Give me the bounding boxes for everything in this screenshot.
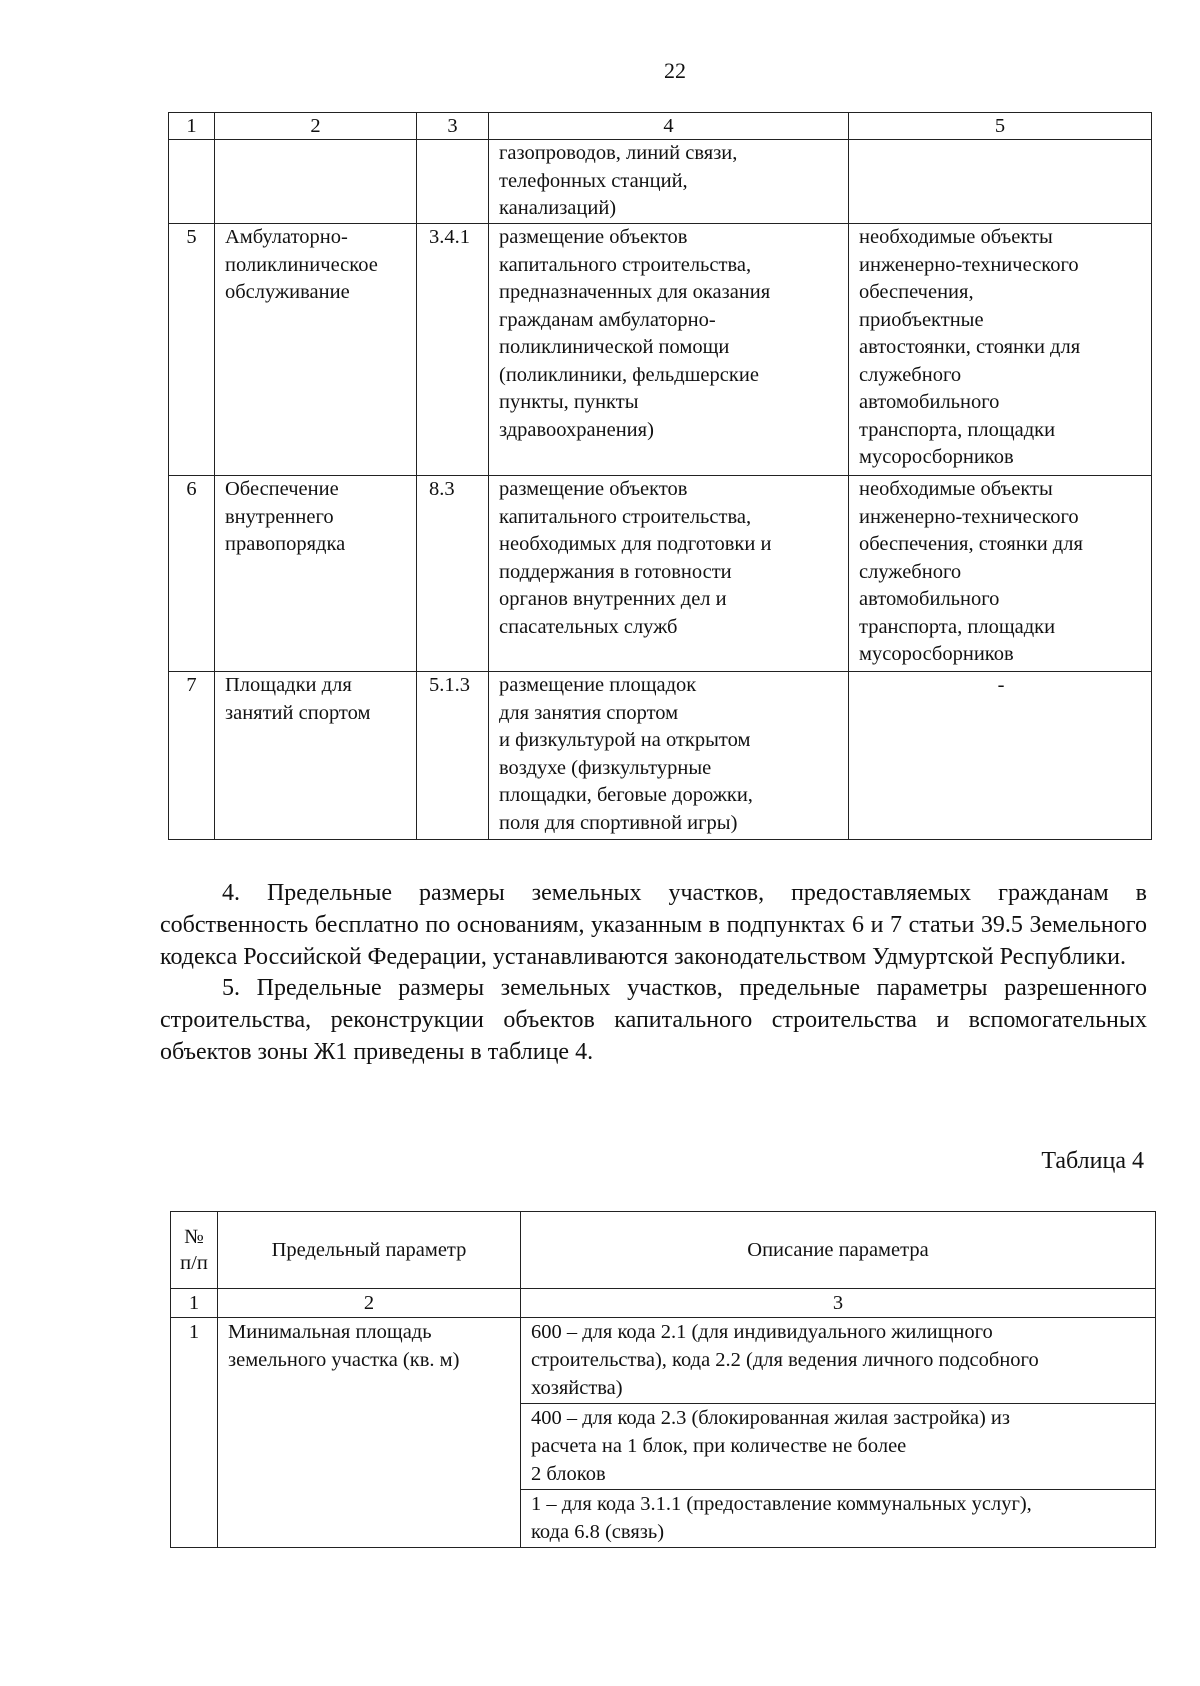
header-description: Описание параметра (521, 1212, 1156, 1289)
use-description (489, 224, 849, 476)
text-line: и физкультурой на открытом (499, 729, 751, 751)
text-line: автостоянки, стоянки для (859, 336, 1081, 358)
text-line: 600 – для кода 2.1 (для индивидуального жилищного (531, 1321, 993, 1343)
header-parameter: Предельный параметр (218, 1212, 521, 1289)
text-line: необходимые объекты (859, 226, 1053, 248)
text-line: инженерно-технического (859, 505, 1079, 528)
use-code: 8.3 (417, 476, 489, 672)
text-line: газопроводов, линий связи, (499, 142, 738, 164)
text-line: Минимальная площадь (228, 1321, 432, 1343)
text-line: капитального строительства, (499, 505, 752, 528)
auxiliary-objects (849, 140, 1152, 224)
table-header-row (169, 113, 1152, 140)
text-line: служебного (859, 363, 962, 386)
column-number: 5 (849, 113, 1152, 140)
text-line: Площадки для (225, 674, 352, 696)
column-number: 3 (417, 113, 489, 140)
text-line: необходимых для подготовки и (499, 533, 772, 555)
auxiliary-objects: - (849, 672, 1152, 840)
text-line: поликлинической помощи (499, 336, 730, 358)
table-header-row (171, 1212, 1156, 1289)
text-line: пункты, пункты (499, 391, 639, 413)
parameter-description (521, 1490, 1156, 1548)
text-line: предназначенных для оказания (499, 281, 771, 303)
parameter-description (521, 1318, 1156, 1404)
text-line: 2 блоков (531, 1463, 606, 1485)
text-line: необходимые объекты (859, 478, 1053, 500)
parameter-description (521, 1404, 1156, 1490)
text-line: мусоросборников (859, 446, 1014, 468)
table-row (169, 140, 1152, 224)
use-description (489, 476, 849, 672)
use-name (215, 672, 417, 840)
text-line: обслуживание (225, 281, 350, 303)
text-line: правопорядка (225, 533, 346, 555)
row-number: 7 (169, 672, 215, 840)
table-row (169, 224, 1152, 476)
column-number: 1 (171, 1289, 218, 1318)
text-line: Обеспечение (225, 478, 339, 500)
text-line: приобъектные (859, 308, 984, 331)
row-number: 6 (169, 476, 215, 672)
text-line: телефонных станций, (499, 169, 688, 192)
use-code (417, 140, 489, 224)
use-description (489, 672, 849, 840)
use-name (215, 224, 417, 476)
column-number: 2 (218, 1289, 521, 1318)
use-description (489, 140, 849, 224)
text-line: служебного (859, 560, 962, 583)
land-use-table-continuation (168, 112, 1152, 840)
text-line: обеспечения, стоянки для (859, 533, 1083, 555)
text-line: 400 – для кода 2.3 (блокированная жилая застройка) из (531, 1407, 1010, 1429)
text-line: Амбулаторно- (225, 226, 348, 248)
text-line: канализаций) (499, 197, 617, 219)
text-line: автомобильного (859, 588, 1000, 610)
text-line: органов внутренних дел и (499, 588, 727, 610)
text-line: транспорта, площадки (859, 418, 1056, 441)
text-line: площадки, беговые дорожки, (499, 784, 753, 806)
text-line: кода 6.8 (связь) (531, 1521, 665, 1543)
text-line: размещение объектов (499, 478, 688, 500)
text-line: спасательных служб (499, 615, 678, 638)
use-code: 5.1.3 (417, 672, 489, 840)
table-row (169, 476, 1152, 672)
page-number: 22 (664, 58, 686, 83)
body-text (160, 878, 1147, 1069)
parameter-name (218, 1318, 521, 1548)
text-line: мусоросборников (859, 643, 1014, 665)
text-line: 1 – для кода 3.1.1 (предоставление коммунальных услуг), (531, 1493, 1032, 1515)
text-line: земельного участка (кв. м) (228, 1349, 460, 1371)
use-name (215, 476, 417, 672)
table-row (169, 672, 1152, 840)
text-line: строительства), кода 2.2 (для ведения личного подсобного (531, 1349, 1039, 1371)
text-line: внутреннего (225, 505, 334, 528)
column-number: 4 (489, 113, 849, 140)
auxiliary-objects (849, 224, 1152, 476)
text-line: инженерно-технического (859, 253, 1079, 276)
text-line: (поликлиники, фельдшерские (499, 363, 759, 386)
column-number: 3 (521, 1289, 1156, 1318)
row-number (169, 140, 215, 224)
row-number: 1 (171, 1318, 218, 1548)
text-line: № (184, 1226, 204, 1248)
text-line: п/п (180, 1252, 208, 1274)
text-line: для занятия спортом (499, 701, 679, 724)
table-row (171, 1318, 1156, 1404)
text-line: поля для спортивной игры) (499, 811, 738, 834)
text-line: воздухе (физкультурные (499, 756, 712, 779)
text-line: расчета на 1 блок, при количестве не более (531, 1435, 907, 1457)
column-number: 1 (169, 113, 215, 140)
header-number (171, 1212, 218, 1289)
text-line: транспорта, площадки (859, 615, 1056, 638)
text-line: поликлиническое (225, 253, 378, 276)
table-caption: Таблица 4 (1041, 1148, 1144, 1174)
text-line: капитального строительства, (499, 253, 752, 276)
text-line: автомобильного (859, 391, 1000, 413)
text-line: здравоохранения) (499, 418, 654, 441)
text-line: гражданам амбулаторно- (499, 308, 716, 331)
text-line: поддержания в готовности (499, 560, 732, 583)
paragraph-5: 5. Предельные размеры земельных участков, предельные параметры разрешенного строительства, реконструкции объектов капитального строительства и вспомогательных объектов зоны Ж1 приведены в таблице 4. (160, 975, 1147, 1065)
use-name (215, 140, 417, 224)
paragraph-4: 4. Предельные размеры земельных участков, предоставляемых гражданам в собственность бесплатно по основаниям, указанным в подпунктах 6 и 7 статьи 39.5 Земельного кодекса Российской Федерации, устанавливаются законодательством Удмуртской Республики. (160, 880, 1147, 970)
auxiliary-objects (849, 476, 1152, 672)
use-code: 3.4.1 (417, 224, 489, 476)
text-line: хозяйства) (531, 1377, 623, 1399)
parameters-table (170, 1211, 1156, 1548)
numbering-row (171, 1289, 1156, 1318)
text-line: размещение объектов (499, 226, 688, 248)
text-line: размещение площадок (499, 674, 697, 696)
text-line: обеспечения, (859, 281, 974, 303)
text-line: занятий спортом (225, 701, 371, 724)
column-number: 2 (215, 113, 417, 140)
row-number: 5 (169, 224, 215, 476)
